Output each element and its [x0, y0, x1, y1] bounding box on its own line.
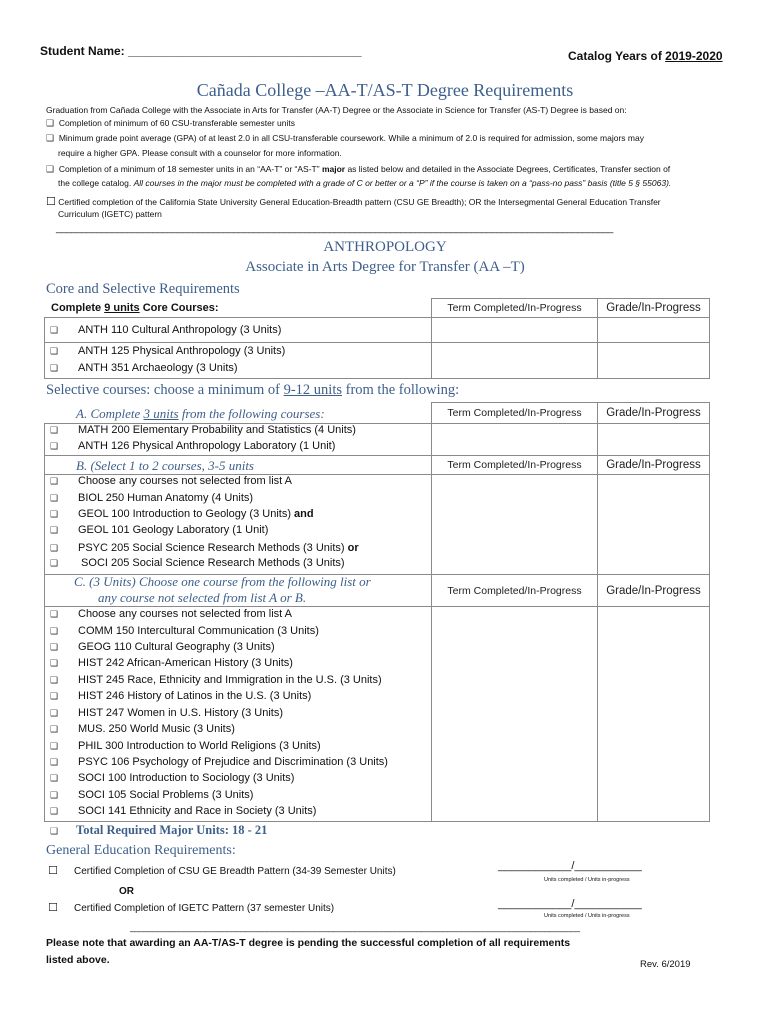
checkbox-icon[interactable]: ❑ [50, 626, 59, 636]
list-item: ❑ HIST 242 African-American History (3 Units) [50, 657, 293, 669]
list-item: ❑ PSYC 106 Psychology of Prejudice and Discrimination (3 Units) [50, 756, 388, 768]
col-term: Term Completed/In-Progress [432, 299, 598, 318]
page-title: Cañada College –AA-T/AS-T Degree Requirements [196, 80, 574, 100]
list-item: ❑ ANTH 125 Physical Anthropology (3 Units) [50, 345, 286, 357]
grade-input[interactable] [598, 424, 710, 456]
checkbox-icon[interactable]: ❑ [50, 525, 59, 535]
list-item: ❑ Choose any courses not selected from list A [50, 608, 292, 620]
list-a-title: A. Complete 3 units from the following courses: [76, 406, 325, 421]
divider: ______________________________________________________________________________________________________________ [56, 223, 613, 234]
list-item: ❑ ANTH 110 Cultural Anthropology (3 Units) [50, 324, 282, 336]
list-item: ❑ SOCI 205 Social Science Research Methods (3 Units) [50, 557, 345, 569]
catalog-years [568, 49, 723, 63]
checkbox-icon[interactable]: ❑ [50, 741, 59, 751]
ge-heading: General Education Requirements: [46, 843, 236, 858]
checkbox-icon[interactable]: ❑ [50, 425, 59, 435]
checkbox-icon[interactable]: ❑ [50, 724, 59, 734]
checkbox-icon[interactable]: ❑ [50, 363, 59, 373]
req-3-cont: the college catalog. All courses in the major must be completed with a grade of C or better or a “P” if the course is taken on a “pass-no pass” basis (title 5 § 55063). [58, 178, 672, 188]
box-icon[interactable]: ☐ [48, 902, 58, 914]
grade-input[interactable] [598, 343, 710, 379]
ge-igetc: ☐ Certified Completion of IGETC Pattern (37 semester Units) [48, 902, 335, 914]
list-item: ❑ HIST 247 Women in U.S. History (3 Units) [50, 707, 283, 719]
box-icon[interactable]: ☐ [48, 865, 58, 877]
checkbox-icon[interactable]: ❑ [50, 509, 59, 519]
col-grade: Grade/In-Progress [598, 456, 710, 475]
checkbox-icon[interactable]: ❑ [50, 773, 59, 783]
catalog-years-value: 2019-2020 [665, 49, 723, 63]
req-1: ❑ Completion of minimum of 60 CSU-transferable semester units [46, 118, 296, 128]
footer-line: ______________________________________________________________________________________________________ [130, 922, 580, 932]
ge-csu: ☐ Certified Completion of CSU GE Breadth Pattern (34-39 Semester Units) [48, 865, 396, 877]
checkbox-icon[interactable]: ❑ [50, 493, 59, 503]
term-input[interactable] [432, 343, 598, 379]
term-input[interactable] [432, 424, 598, 456]
checkbox-icon[interactable]: ❑ [50, 558, 59, 568]
col-grade: Grade/In-Progress [598, 403, 710, 424]
list-item: ❑ ANTH 351 Archaeology (3 Units) [50, 362, 238, 374]
list-item: ❑ PHIL 300 Introduction to World Religions (3 Units) [50, 740, 321, 752]
list-item: ❑ GEOG 110 Cultural Geography (3 Units) [50, 641, 275, 653]
core-label: Complete 9 units Core Courses: [45, 299, 432, 318]
term-input[interactable] [432, 607, 598, 822]
checkbox-icon: ❑ [46, 133, 55, 143]
grade-input[interactable] [598, 475, 710, 575]
checkbox-icon[interactable]: ❑ [50, 476, 59, 486]
checkbox-icon[interactable]: ❑ [50, 757, 59, 767]
total-units: ❑ Total Required Major Units: 18 - 21 [50, 823, 268, 837]
list-item: ❑ ANTH 126 Physical Anthropology Laboratory (1 Unit) [50, 440, 336, 452]
req-2: ❑ Minimum grade point average (GPA) of at least 2.0 in all CSU-transferable coursework. While a minimum of 2.0 is required for admission, some majors may [46, 133, 644, 143]
program-name: ANTHROPOLOGY [323, 239, 447, 255]
core-heading: Core and Selective Requirements [46, 281, 240, 297]
checkbox-icon[interactable]: ❑ [50, 675, 59, 685]
req-2-cont: require a higher GPA. Please consult with a counselor for more information. [58, 148, 342, 158]
list-c-title-cont: any course not selected from list A or B. [98, 590, 307, 605]
selective-heading: Selective courses: choose a minimum of 9-12 units from the following: [46, 382, 460, 398]
list-item: ❑ MATH 200 Elementary Probability and Statistics (4 Units) [50, 424, 356, 436]
footer-note: Please note that awarding an AA-T/AS-T degree is pending the successful completion of all requirements [46, 937, 571, 949]
list-item: ❑ GEOL 101 Geology Laboratory (1 Unit) [50, 524, 269, 536]
units-caption-1: Units completed / Units in-progress [544, 877, 630, 883]
list-item: ❑ SOCI 105 Social Problems (3 Units) [50, 789, 254, 801]
req-4-cont: Curriculum (IGETC) pattern [58, 209, 162, 219]
req-3: ❑ Completion of a minimum of 18 semester units in an “AA-T” or “AS-T” major as listed below and detailed in the Associate Degrees, Certificates, Transfer section of [46, 164, 671, 174]
grade-input[interactable] [598, 318, 710, 343]
col-term: Term Completed/In-Progress [432, 456, 598, 475]
checkbox-icon[interactable]: ❑ [50, 325, 59, 335]
checkbox-icon[interactable]: ❑ [50, 658, 59, 668]
checkbox-icon[interactable]: ❑ [50, 346, 59, 356]
box-icon: ☐ [46, 196, 56, 208]
list-item: ❑ COMM 150 Intercultural Communication (3 Units) [50, 625, 319, 637]
list-c-title: C. (3 Units) Choose one course from the following list or [74, 574, 371, 589]
checkbox-icon[interactable]: ❑ [50, 441, 59, 451]
col-grade: Grade/In-Progress [598, 299, 710, 318]
ge-or: OR [119, 886, 134, 897]
list-item: ❑ HIST 246 History of Latinos in the U.S. (3 Units) [50, 690, 312, 702]
degree-title: Associate in Arts Degree for Transfer (AA –T) [245, 259, 525, 275]
list-b-title: B. (Select 1 to 2 courses, 3-5 units [76, 458, 254, 473]
col-grade: Grade/In-Progress [598, 575, 710, 607]
checkbox-icon[interactable]: ❑ [50, 826, 59, 836]
list-item: ❑ PSYC 205 Social Science Research Methods (3 Units) or [50, 542, 359, 554]
checkbox-icon[interactable]: ❑ [50, 609, 59, 619]
col-term: Term Completed/In-Progress [432, 403, 598, 424]
units-fill-2[interactable]: ____________/___________ [498, 898, 642, 910]
list-item: ❑ MUS. 250 World Music (3 Units) [50, 723, 235, 735]
list-item: ❑ SOCI 100 Introduction to Sociology (3 Units) [50, 772, 295, 784]
req-4: ☐ Certified completion of the California State University General Education-Breadth pattern (CSU GE Breadth); OR the Intersegmental General Education Transfer [46, 196, 661, 208]
units-caption-2: Units completed / Units in-progress [544, 913, 630, 919]
footer-note-cont: listed above. [46, 954, 110, 966]
term-input[interactable] [432, 475, 598, 575]
intro-text: Graduation from Cañada College with the Associate in Arts for Transfer (AA-T) Degree or the Associate in Science for Transfer (AS-T) Degree is based on: [46, 105, 627, 115]
list-item: ❑ SOCI 141 Ethnicity and Race in Society (3 Units) [50, 805, 317, 817]
checkbox-icon[interactable]: ❑ [50, 806, 59, 816]
checkbox-icon[interactable]: ❑ [50, 691, 59, 701]
checkbox-icon[interactable]: ❑ [50, 543, 59, 553]
list-item: ❑ HIST 245 Race, Ethnicity and Immigration in the U.S. (3 Units) [50, 674, 382, 686]
revision: Rev. 6/2019 [640, 959, 691, 970]
checkbox-icon[interactable]: ❑ [50, 790, 59, 800]
checkbox-icon: ❑ [46, 164, 55, 174]
units-fill-1[interactable]: ____________/___________ [498, 860, 642, 872]
list-item: ❑ Choose any courses not selected from list A [50, 475, 292, 487]
list-item: ❑ BIOL 250 Human Anatomy (4 Units) [50, 492, 254, 504]
checkbox-icon[interactable]: ❑ [50, 708, 59, 718]
catalog-years-label: Catalog Years of [568, 49, 666, 63]
col-term: Term Completed/In-Progress [432, 575, 598, 607]
checkbox-icon: ❑ [46, 118, 55, 128]
checkbox-icon[interactable]: ❑ [50, 642, 59, 652]
grade-input[interactable] [598, 607, 710, 822]
list-item: ❑ GEOL 100 Introduction to Geology (3 Units) and [50, 508, 314, 520]
student-name-field[interactable]: Student Name: ___________________________________ [40, 44, 362, 58]
term-input[interactable] [432, 318, 598, 343]
